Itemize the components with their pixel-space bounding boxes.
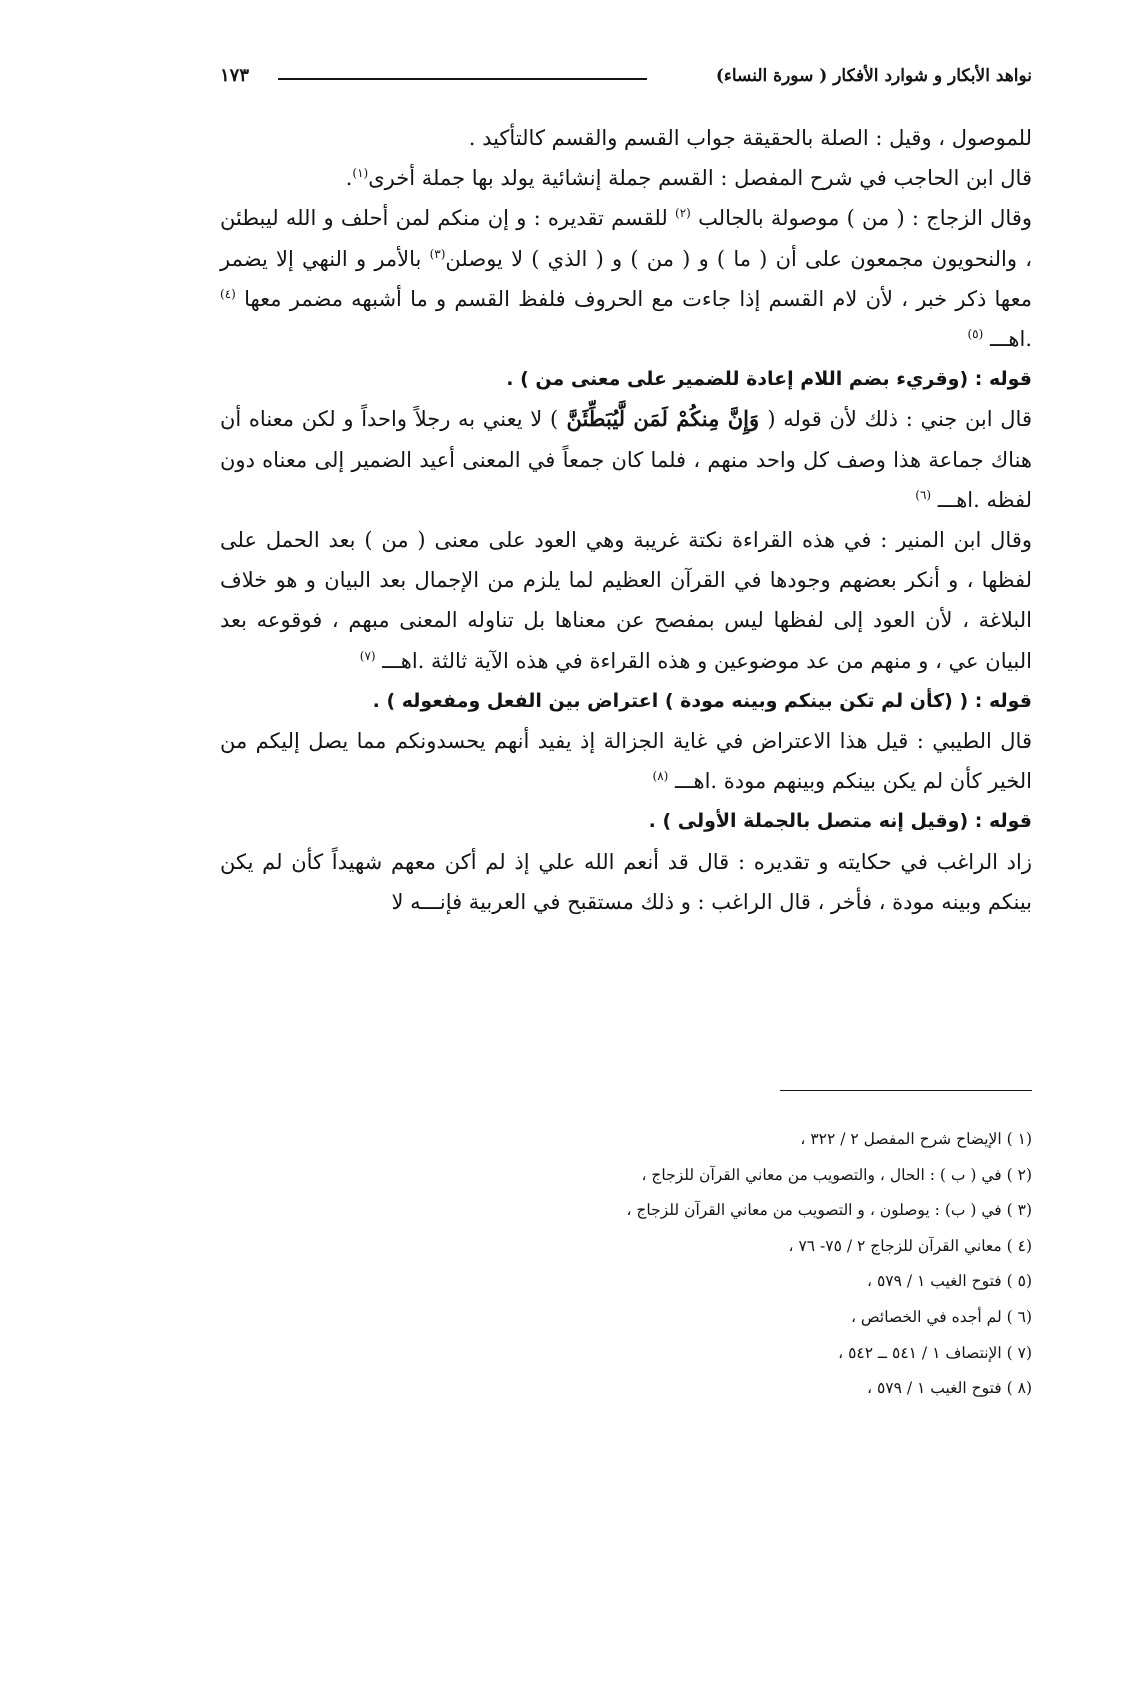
footnote-ref[interactable]: (٢) xyxy=(675,206,691,221)
footnote-item: (٦ ) لم أجده في الخصائص ، xyxy=(850,1307,1032,1326)
footnote-item: (٨ ) فتوح الغيب ١ / ٥٧٩ ، xyxy=(867,1379,1032,1398)
page-header xyxy=(220,62,1032,90)
paragraph: قال الطيبي : قيل هذا الاعتراض في غاية الجزالة إذ يفيد أنهم يحسدونكم مما يصل إليكم من الخير كأن لم يكن بينكم وبينهم مودة .اهـــ $^{(٨)}$ xyxy=(220,729,1032,794)
paragraph: قال ابن جني : ذلك لأن قوله ( وَإِنَّ مِنكُمْ لَمَن لَّيُبَطِّئَنَّ ) لا يعني به رجلاً واحداً و لكن معناه أن هناك جماعة هذا وصف كل واحد منهم ، فلما كان جمعاً في المعنى أعيد الضمير إلى معناه دون لفظه .اهـــ $^{(٦)}$ xyxy=(220,406,1032,512)
section-heading: قوله : ( (كأن لم تكن بينكم وبينه مودة ) اعتراض بين الفعل ومفعوله ) . xyxy=(372,689,1032,712)
running-title: نواهد الأبكار و شوارد الأفكار ( سورة النساء) xyxy=(715,66,1032,86)
footnote-ref[interactable]: (٣) xyxy=(429,246,446,261)
section-heading: قوله : (وقريء بضم اللام إعادة للضمير على معنى من ) . xyxy=(506,368,1032,391)
footnote-ref[interactable]: (٧) xyxy=(359,648,376,663)
page-number: ١٧٣ xyxy=(220,65,250,86)
header-rule xyxy=(278,78,647,80)
quran-verse: وَإِنَّ مِنكُمْ لَمَن لَّيُبَطِّئَنَّ xyxy=(558,406,768,432)
footnote-separator xyxy=(780,1090,1032,1091)
footnote-item: (١ ) الإيضاح شرح المفصل ٢ / ٣٢٢ ، xyxy=(800,1130,1032,1148)
body-text xyxy=(220,118,1032,922)
section-heading: قوله : (وقيل إنه متصل بالجملة الأولى ) . xyxy=(648,810,1032,833)
paragraph: قال ابن الحاجب في شرح المفصل : القسم جملة إنشائية يولد بها جملة أخرى$^{(١)}$. xyxy=(345,166,1032,191)
footnote-item: (٥ ) فتوح الغيب ١ / ٥٧٩ ، xyxy=(867,1272,1032,1291)
footnote-item: (٤ ) معاني القرآن للزجاج ٢ / ٧٥- ٧٦ ، xyxy=(788,1236,1032,1255)
paragraph: للموصول ، وقيل : الصلة بالحقيقة جواب القسم والقسم كالتأكيد . xyxy=(468,126,1032,150)
footnote-ref[interactable]: (٦) xyxy=(915,487,932,502)
paragraph: زاد الراغب في حكايته و تقديره : قال قد أنعم الله علي إذ لم أكن معهم شهيداً كأن لم يكن بينكم وبينه مودة ، فأخر ، قال الراغب : و ذلك مستقبح في العربية فإنـــه لا xyxy=(220,849,1032,914)
footnote-ref[interactable]: (٨) xyxy=(652,769,669,784)
footnote-item: (٣ ) في ( ب) : يوصلون ، و التصويب من معاني القرآن للزجاج ، xyxy=(626,1201,1032,1220)
footnote-item: (٧ ) الإنتصاف ١ / ٥٤١ ــ ٥٤٢ ، xyxy=(838,1343,1032,1362)
footnote-ref[interactable]: (٤) xyxy=(220,286,236,301)
footnotes-list xyxy=(300,1122,1032,1407)
paragraph: وقال الزجاج : ( من ) موصولة بالجالب $^{(٢)}$ للقسم تقديره : و إن منكم لمن أحلف و الله ليبطئن ، والنحويون مجمعون على أن ( ما ) و ( من ) و ( الذي ) لا يوصلن$^{(٣)}$ بالأمر و النهي إلا يضمر معها ذكر خبر ، لأن لام القسم إذا جاءت مع الحروف فلفظ القسم و ما أشبهه مضمر معها $^{(٤)}$ .اهـــ $^{(٥)}$ xyxy=(220,206,1033,352)
paragraph: وقال ابن المنير : في هذه القراءة نكتة غريبة وهي العود على معنى ( من ) بعد الحمل على لفظها ، و أنكر بعضهم وجودها في القرآن العظيم لما يلزم من الإجمال بعد البيان و هو خلاف البلاغة ، لأن العود إلى لفظها ليس بمفصح عن معناها بل تناوله المعنى مبهم ، فوقوعه بعد البيان عي ، و منهم من عد موضوعين و هذه القراءة في هذه الآية ثالثة .اهـــ $^{(٧)}$ xyxy=(220,528,1032,673)
footnote-item: (٢ ) في ( ب ) : الحال ، والتصويب من معاني القرآن للزجاج ، xyxy=(641,1165,1032,1184)
footnote-ref[interactable]: (١) xyxy=(352,166,369,181)
footnote-ref[interactable]: (٥) xyxy=(967,327,984,342)
